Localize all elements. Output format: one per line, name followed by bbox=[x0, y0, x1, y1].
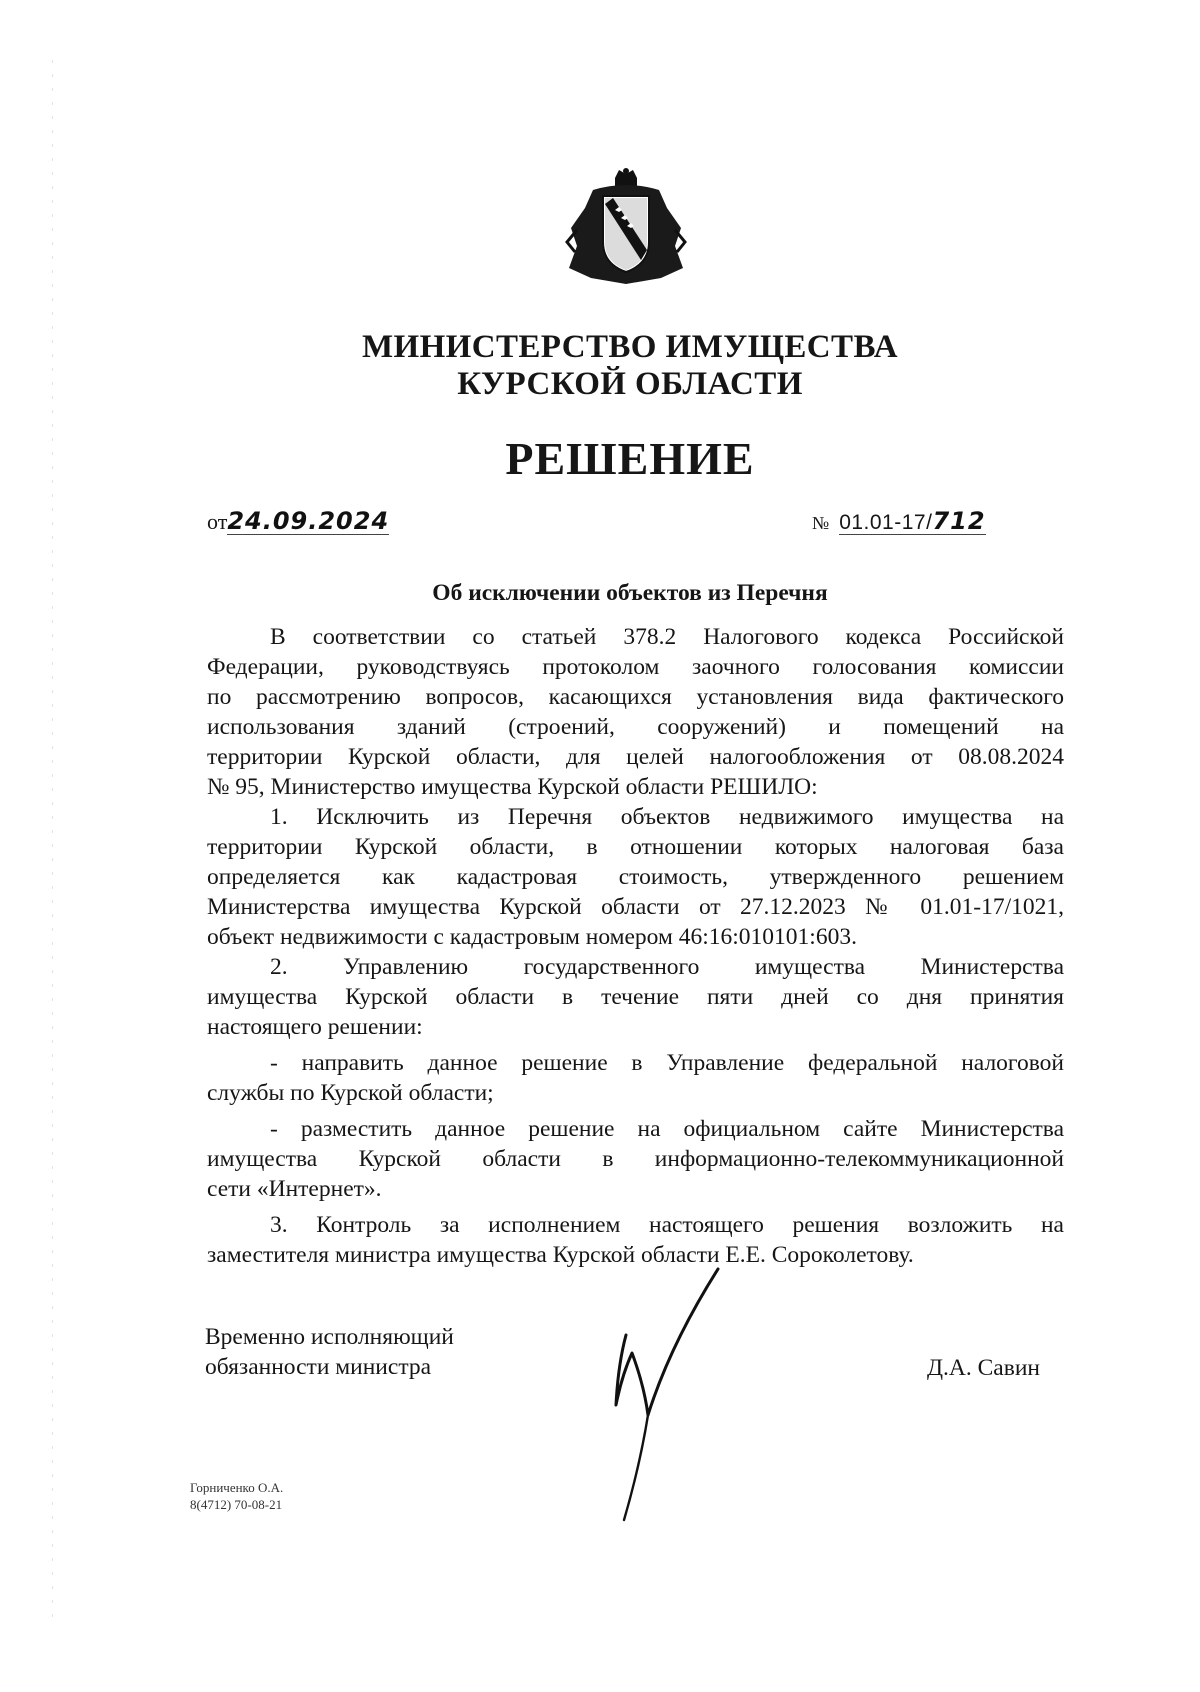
body-line: 3. Контроль за исполнением настоящего решения возложить на bbox=[270, 1212, 1064, 1238]
body-line: имущества Курской области в течение пяти дней со дня принятия bbox=[207, 984, 1064, 1010]
handwritten-date: 24.09.2024 bbox=[227, 507, 390, 535]
ministry-name-line2: КУРСКОЙ ОБЛАСТИ bbox=[457, 366, 803, 402]
document-date bbox=[207, 508, 389, 535]
body-line: 1. Исключить из Перечня объектов недвижимого имущества на bbox=[270, 804, 1064, 830]
body-line: - направить данное решение в Управление федеральной налоговой bbox=[270, 1050, 1064, 1076]
body-line: территории Курской области, для целей налогообложения от 08.08.2024 bbox=[207, 744, 1064, 770]
body-line: В соответствии со статьей 378.2 Налогового кодекса Российской bbox=[270, 624, 1064, 650]
body-line: 2. Управлению государственного имущества Министерства bbox=[270, 954, 1064, 980]
document-type-title: РЕШЕНИЕ bbox=[505, 433, 755, 484]
body-line: службы по Курской области; bbox=[207, 1080, 494, 1106]
body-line: объект недвижимости с кадастровым номером 46:16:010101:603. bbox=[207, 924, 857, 950]
body-line: № 95, Министерство имущества Курской области РЕШИЛО: bbox=[207, 774, 818, 800]
body-line: заместителя министра имущества Курской области Е.Е. Сороколетову. bbox=[207, 1242, 914, 1268]
handwritten-signature bbox=[610, 1265, 740, 1525]
body-line: сети «Интернет». bbox=[207, 1176, 382, 1202]
body-line: настоящего решении: bbox=[207, 1014, 423, 1040]
executor-name: Горниченко О.А. bbox=[190, 1480, 284, 1495]
body-line: - разместить данное решение на официальном сайте Министерства bbox=[270, 1116, 1064, 1142]
number-prefix: 01.01-17/ bbox=[839, 511, 933, 534]
body-line: имущества Курской области в информационно-телекоммуникационной bbox=[207, 1146, 1064, 1172]
body-line: территории Курской области, в отношении которых налоговая база bbox=[207, 834, 1064, 860]
handwritten-number: 712 bbox=[932, 507, 986, 535]
signer-name: Д.А. Савин bbox=[927, 1355, 1040, 1381]
kursk-coat-of-arms-icon bbox=[563, 168, 689, 286]
document-number bbox=[812, 508, 986, 535]
number-sign: № bbox=[812, 513, 830, 533]
signer-position-line1: Временно исполняющий bbox=[205, 1324, 454, 1350]
body-line: Министерства имущества Курской области от 27.12.2023 № 01.01-17/1021, bbox=[207, 894, 1064, 920]
date-prefix: от bbox=[207, 509, 228, 534]
body-line: использования зданий (строений, сооружений) и помещений на bbox=[207, 714, 1064, 740]
scan-edge-artifact bbox=[52, 60, 53, 1620]
executor-phone: 8(4712) 70-08-21 bbox=[190, 1497, 283, 1512]
body-line: определяется как кадастровая стоимость, утвержденного решением bbox=[207, 864, 1064, 890]
ministry-name-line1: МИНИСТЕРСТВО ИМУЩЕСТВА bbox=[361, 329, 899, 365]
signer-position-line2: обязанности министра bbox=[205, 1354, 432, 1380]
document-subject: Об исключении объектов из Перечня bbox=[432, 580, 828, 606]
body-line: Федерации, руководствуясь протоколом заочного голосования комиссии bbox=[207, 654, 1064, 680]
body-line: по рассмотрению вопросов, касающихся установления вида фактического bbox=[207, 684, 1064, 710]
